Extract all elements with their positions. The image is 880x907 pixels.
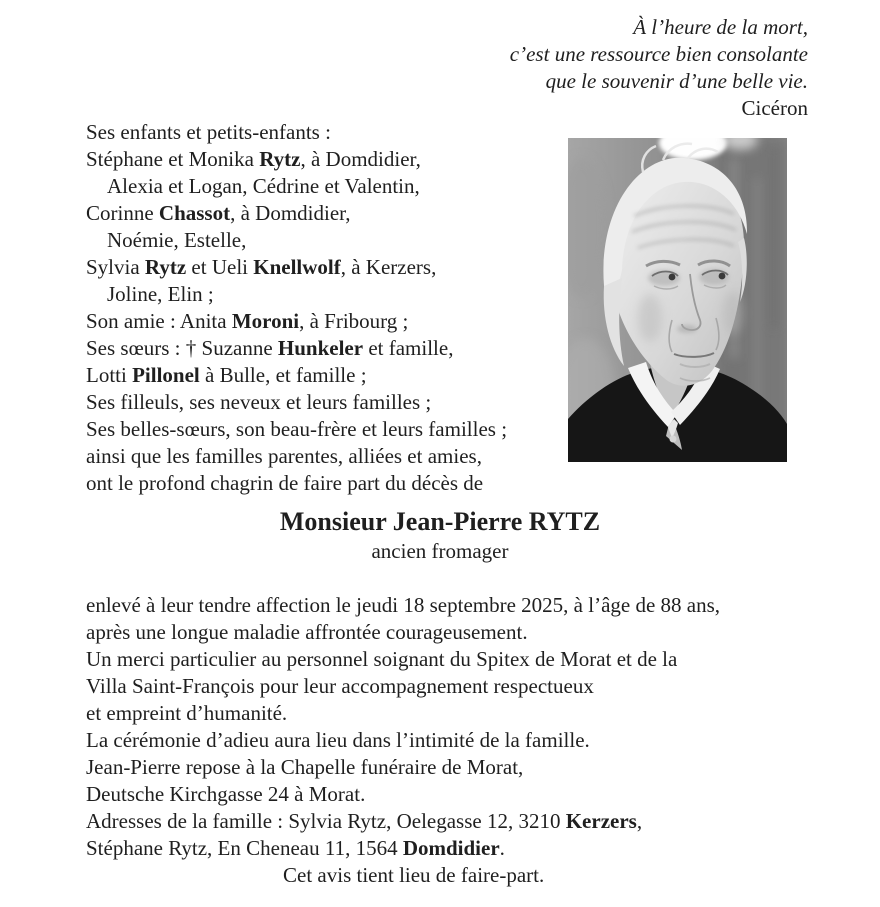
bold-text-segment: Kerzers bbox=[565, 809, 637, 833]
text-line bbox=[86, 835, 720, 862]
quote-block bbox=[510, 14, 808, 122]
text-segment: Sylvia bbox=[86, 255, 145, 279]
text-line bbox=[86, 592, 720, 619]
text-line bbox=[86, 470, 507, 497]
text-segment: . bbox=[499, 836, 505, 860]
text-segment: enlevé à leur tendre affection le jeudi 18 septembre 2025, à l’âge de 88 ans, bbox=[86, 593, 721, 617]
text-line bbox=[510, 41, 808, 68]
text-segment: , à Kerzers, bbox=[340, 255, 437, 279]
text-segment: ont le profond chagrin de faire part du décès de bbox=[86, 471, 484, 495]
text-line bbox=[510, 68, 808, 95]
text-line bbox=[86, 173, 507, 200]
text-line bbox=[86, 227, 507, 254]
portrait-photo bbox=[568, 138, 787, 462]
text-line bbox=[86, 281, 507, 308]
bold-text-segment: Hunkeler bbox=[277, 336, 364, 360]
quote-lines bbox=[510, 14, 808, 95]
text-line bbox=[86, 646, 720, 673]
text-line bbox=[86, 700, 720, 727]
text-line bbox=[86, 362, 507, 389]
text-line bbox=[86, 443, 507, 470]
text-segment: Corinne bbox=[86, 201, 159, 225]
deceased-name: Monsieur Jean-Pierre RYTZ bbox=[279, 507, 601, 536]
text-segment: et empreint d’humanité. bbox=[86, 701, 288, 725]
text-segment: Adresses de la famille : Sylvia Rytz, Oelegasse 12, 3210 bbox=[86, 809, 566, 833]
text-segment: Un merci particulier au personnel soignant du Spitex de Morat et de la bbox=[86, 647, 678, 671]
text-line bbox=[510, 14, 808, 41]
text-segment: La cérémonie d’adieu aura lieu dans l’intimité de la famille. bbox=[86, 728, 590, 752]
text-line bbox=[86, 146, 507, 173]
portrait-svg bbox=[568, 138, 787, 462]
text-segment: Villa Saint-François pour leur accompagnement respectueux bbox=[86, 674, 594, 698]
text-line bbox=[86, 862, 720, 889]
text-line bbox=[86, 254, 507, 281]
text-line bbox=[86, 416, 507, 443]
text-segment: Ses filleuls, ses neveux et leurs familles ; bbox=[86, 390, 432, 414]
text-segment: c’est une ressource bien consolante bbox=[509, 42, 808, 66]
text-line bbox=[86, 335, 507, 362]
text-line bbox=[86, 389, 507, 416]
text-segment: , à Domdidier, bbox=[300, 147, 421, 171]
bold-text-segment: Domdidier bbox=[402, 836, 500, 860]
text-segment: que le souvenir d’une belle vie. bbox=[545, 69, 808, 93]
text-segment: après une longue maladie affrontée courageusement. bbox=[86, 620, 528, 644]
deceased-profession: ancien fromager bbox=[371, 539, 509, 563]
text-segment: Deutsche Kirchgasse 24 à Morat. bbox=[86, 782, 366, 806]
text-line bbox=[86, 754, 720, 781]
quote-attribution: Cicéron bbox=[741, 96, 808, 120]
text-segment: Cet avis tient lieu de faire-part. bbox=[283, 863, 545, 887]
text-segment: Lotti bbox=[86, 363, 133, 387]
bold-text-segment: Pillonel bbox=[132, 363, 200, 387]
bold-text-segment: Chassot bbox=[158, 201, 231, 225]
text-segment: Ses sœurs : † Suzanne bbox=[86, 336, 278, 360]
text-segment: Noémie, Estelle, bbox=[107, 228, 247, 252]
text-line bbox=[86, 619, 720, 646]
title-block bbox=[0, 506, 880, 564]
text-segment: Son amie : Anita bbox=[86, 309, 232, 333]
text-line bbox=[86, 727, 720, 754]
text-line bbox=[86, 200, 507, 227]
bold-text-segment: Rytz bbox=[144, 255, 187, 279]
text-line bbox=[86, 781, 720, 808]
text-line bbox=[86, 673, 720, 700]
text-line bbox=[86, 119, 507, 146]
text-segment: Joline, Elin ; bbox=[107, 282, 214, 306]
notice-text bbox=[86, 592, 720, 889]
text-segment: et famille, bbox=[363, 336, 454, 360]
text-segment: Ses belles-sœurs, son beau-frère et leurs familles ; bbox=[86, 417, 508, 441]
bold-text-segment: Moroni bbox=[231, 309, 300, 333]
text-segment: à Bulle, et famille ; bbox=[199, 363, 367, 387]
family-list bbox=[86, 119, 507, 497]
bold-text-segment: Rytz bbox=[259, 147, 301, 171]
bold-text-segment: Knellwolf bbox=[253, 255, 341, 279]
text-line bbox=[86, 808, 720, 835]
text-segment: À l’heure de la mort, bbox=[633, 15, 808, 39]
text-segment: Stéphane et Monika bbox=[86, 147, 260, 171]
text-segment: ainsi que les familles parentes, alliées et amies, bbox=[86, 444, 482, 468]
text-segment: et Ueli bbox=[186, 255, 254, 279]
text-segment: Ses enfants et petits-enfants : bbox=[86, 120, 331, 144]
text-segment: Alexia et Logan, Cédrine et Valentin, bbox=[107, 174, 420, 198]
text-segment: , à Domdidier, bbox=[230, 201, 351, 225]
text-segment: , bbox=[636, 809, 643, 833]
text-segment: , à Fribourg ; bbox=[299, 309, 409, 333]
text-line bbox=[86, 308, 507, 335]
text-segment: Jean-Pierre repose à la Chapelle funéraire de Morat, bbox=[86, 755, 524, 779]
text-segment: Stéphane Rytz, En Cheneau 11, 1564 bbox=[86, 836, 403, 860]
